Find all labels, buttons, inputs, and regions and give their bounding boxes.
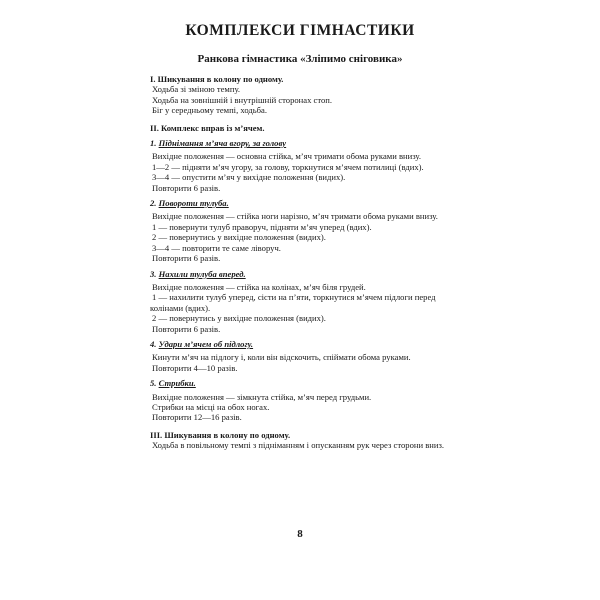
exercise-5-line: Повторити 12—16 разів. [152,412,242,423]
page-number: 8 [297,528,303,540]
exercise-1-heading [150,138,460,148]
exercise-2-line: Вихідне положення — стійка ноги нарізно, м’яч тримати обома руками внизу. [152,211,438,222]
exercise-3-line: Повторити 6 разів. [152,323,221,334]
exercise-title: Удари м’ячем об підлогу. [158,338,254,349]
page-title: КОМПЛЕКСИ ГІМНАСТИКИ [185,22,415,39]
exercise-2-line: 2 — повернутись у вихідне положення (видих). [152,232,326,243]
exercise-3-line: Вихідне положення — стійка на колінах, м’яч біля грудей. [152,281,366,292]
exercise-title: Нахили тулуба вперед. [158,268,246,279]
exercise-title: Стрибки. [158,378,196,389]
exercise-2-heading [150,198,460,208]
exercise-number: 1. [150,138,157,149]
exercise-1-line: 1—2 — підняти м’яч угору, за голову, торкнутися м’ячем потилиці (вдих). [152,161,424,172]
exercise-1-line: Вихідне положення — основна стійка, м’яч тримати обома руками внизу. [152,151,422,162]
exercise-2-line: Повторити 6 разів. [152,253,221,264]
exercise-1-line: Повторити 6 разів. [152,182,221,193]
exercise-title: Повороти тулуба. [158,198,229,209]
exercise-number: 3. [150,268,157,279]
complex-subtitle: Ранкова гімнастика «Зліпимо сніговика» [197,53,403,65]
exercise-4-line: Повторити 4—10 разів. [152,362,238,373]
exercise-3-line: 2 — повернутись у вихідне положення (видих). [152,313,326,324]
exercise-4-line: Кинути м’яч на підлогу і, коли він відскочить, спіймати обома руками. [152,352,411,363]
exercise-number: 5. [150,378,157,389]
exercise-4-heading [150,339,460,349]
section-1-line: Біг у середньому темпі, ходьба. [152,105,268,116]
section-3-line: Ходьба в повільному темпі з підніманням і опусканням рук через сторони вниз. [152,440,445,451]
exercise-3-line: 1 — нахилити тулуб уперед, сісти на п’яти, торкнутися м’ячем підлоги перед колінами (вдих). [150,292,436,313]
section-1-heading: I. Шикування в колону по одному. [150,74,284,84]
exercise-number: 2. [150,198,157,209]
section-1-line: Ходьба зі зміною темпу. [152,84,241,95]
exercise-1-line: 3—4 — опустити м’яч у вихідне положення (видих). [152,172,346,183]
section-2-heading: II. Комплекс вправ із м’ячем. [150,122,265,133]
exercise-2-line: 3—4 — повторити те саме ліворуч. [152,242,281,253]
exercise-3-heading [150,269,460,279]
exercise-number: 4. [150,338,157,349]
exercise-5-line: Вихідне положення — зімкнута стійка, м’яч перед грудьми. [152,391,372,402]
exercise-2-line: 1 — повернути тулуб праворуч, підняти м’яч уперед (вдих). [152,221,372,232]
exercise-5-heading [150,378,460,388]
section-1-line: Ходьба на зовнішній і внутрішній сторонах стоп. [152,94,333,105]
section-3-heading: III. Шикування в колону по одному. [150,429,291,440]
document-body [150,74,460,451]
exercise-title: Піднімання м’яча вгору, за голову [158,138,287,149]
exercise-5-line: Стрибки на місці на обох ногах. [152,401,270,412]
